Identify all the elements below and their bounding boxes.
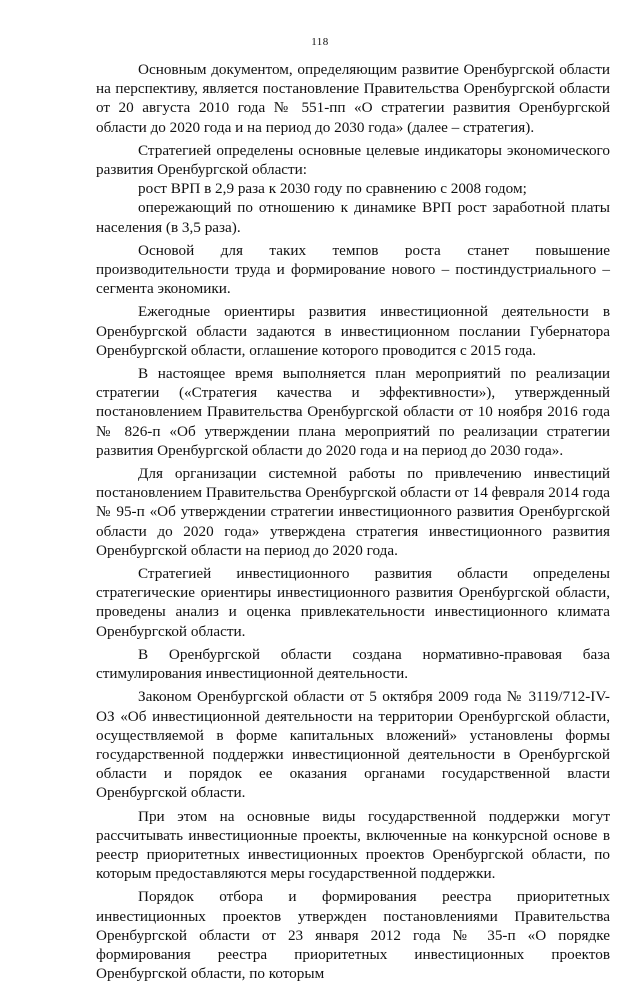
document-body [96, 60, 610, 987]
paragraph-grp-growth: рост ВРП в 2,9 раза к 2030 году по сравнению с 2008 годом; [138, 180, 527, 198]
paragraph-wage-growth: опережающий по отношению к динамике ВРП рост заработной платы населения (в 3,5 раза). [96, 199, 610, 236]
paragraph-strategic-guidelines: Стратегией инвестиционного развития области определены стратегические ориентиры инвестиционного развития Оренбургской области, проведены анализ и оценка привлекательности инвестиционного климата Оренбургской области. [96, 565, 610, 640]
paragraph-regional-law: Законом Оренбургской области от 5 октября 2009 года № 3119/712-IV-ОЗ «Об инвестиционной деятельности на территории Оренбургской области, осуществляемой в форме капитальных вложений» установлены формы государственной поддержки инвестиционной деятельности в Оренбургской области и порядок ее оказания органами государственной власти Оренбургской области. [96, 688, 610, 802]
paragraph-strategy-document: Основным документом, определяющим развитие Оренбургской области на перспективу, является постановление Правительства Оренбургской области от 20 августа 2010 года № 551-пп «О стратегии развития Оренбургской области до 2020 года и на период до 2030 года» (далее – стратегия). [96, 61, 610, 136]
paragraph-investment-message: Ежегодные ориентиры развития инвестиционной деятельности в Оренбургской области задаются в инвестиционном послании Губернатора Оренбургской области, оглашение которого проводится с 2015 года. [96, 303, 610, 359]
paragraph-target-indicators: Стратегией определены основные целевые индикаторы экономического развития Оренбургской области: [96, 141, 610, 179]
paragraph-registry-procedure: Порядок отбора и формирования реестра приоритетных инвестиционных проектов утвержден постановлениями Правительства Оренбургской области от 23 января 2012 года № 35-п «О порядке формирования реестра приоритетных инвестиционных проектов Оренбургской области, по которым [96, 888, 610, 983]
paragraph-state-support: При этом на основные виды государственной поддержки могут рассчитывать инвестиционные проекты, включенные на конкурсной основе в реестр приоритетных инвестиционных проектов Оренбургской области, по которым предоставляются меры государственной поддержки. [96, 807, 610, 883]
paragraph-productivity: Основой для таких темпов роста станет повышение производительности труда и формирование нового – постиндустриального – сегмента экономики. [96, 241, 610, 298]
paragraph-action-plan: В настоящее время выполняется план мероприятий по реализации стратегии («Стратегия качества и эффективности»), утвержденный постановлением Правительства Оренбургской области от 10 ноября 2016 года № 826-п «Об утверждении плана мероприятий по реализации стратегии развития Оренбургской области до 2020 года и на период до 2030 года». [96, 365, 610, 459]
paragraph-investment-strategy: Для организации системной работы по привлечению инвестиций постановлением Правительства Оренбургской области от 14 февраля 2014 года № 95-п «Об утверждении стратегии инвестиционного развития Оренбургской области до 2020 года» утверждена стратегия инвестиционного развития Оренбургской области на период до 2020 года. [96, 465, 610, 559]
page-number: 118 [311, 36, 329, 48]
paragraph-legal-framework: В Оренбургской области создана нормативно-правовая база стимулирования инвестиционной деятельности. [96, 645, 610, 683]
